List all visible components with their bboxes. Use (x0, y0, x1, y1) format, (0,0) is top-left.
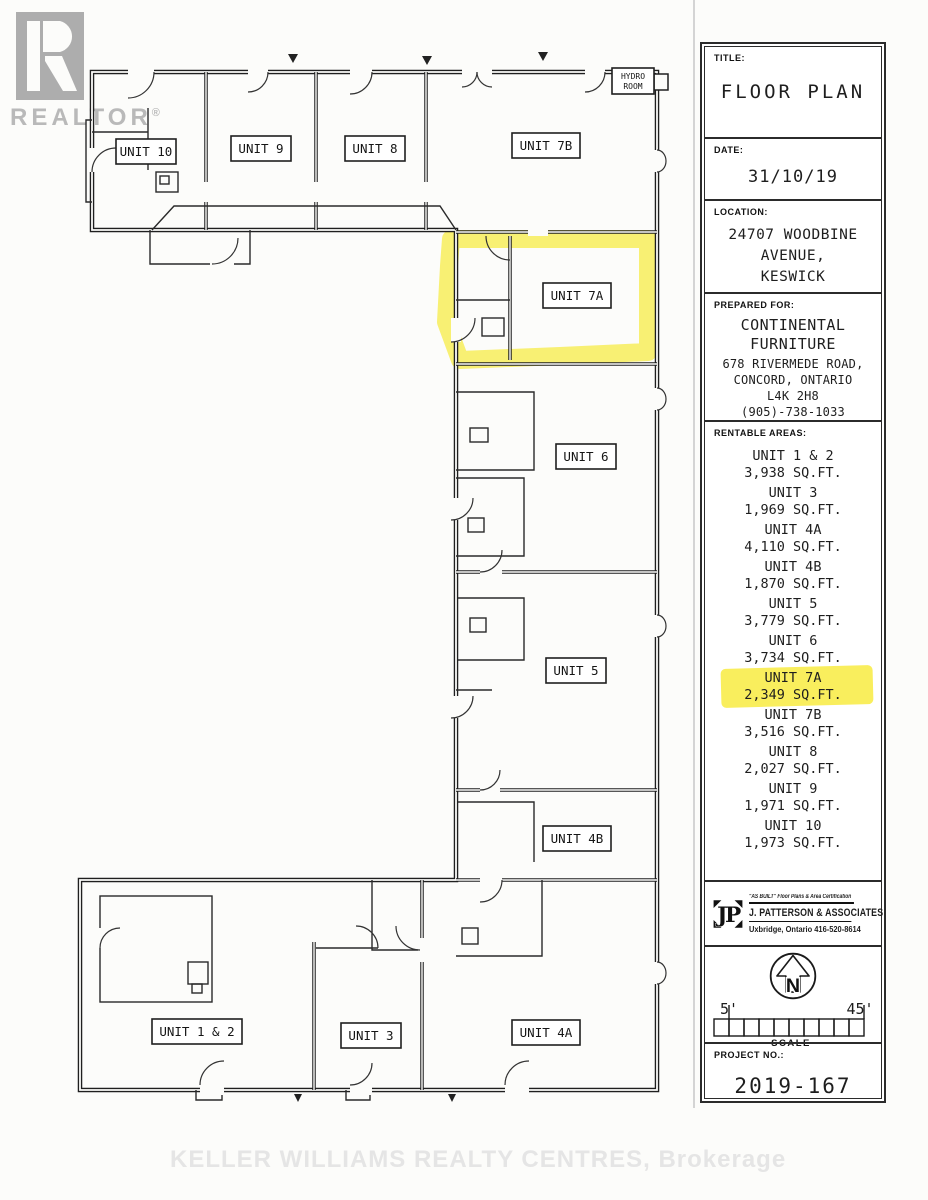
unit-label-3 (341, 1023, 401, 1048)
rentable-entry (705, 448, 881, 482)
title-block (700, 42, 886, 1103)
interior-walls (206, 72, 657, 1090)
project-number: 2019-167 (734, 1074, 852, 1098)
client-name-line: FURNITURE (750, 335, 836, 353)
client-name (705, 316, 881, 354)
rentable-entry-unit-7a-highlighted (705, 670, 881, 704)
hydro-room-label-line2: ROOM (623, 82, 643, 91)
unit-label-5 (546, 658, 606, 683)
unit-label-7a (543, 283, 611, 308)
title-section (705, 47, 881, 137)
rentable-areas-label: RENTABLE AREAS: (714, 428, 807, 438)
location-section (705, 199, 881, 292)
svg-text:UNIT 5: UNIT 5 (553, 663, 599, 678)
door-swing-arcs (92, 72, 666, 1085)
svg-text:UNIT 4A: UNIT 4A (519, 1025, 573, 1040)
rentable-unit: UNIT 10 (764, 818, 822, 834)
unit-label-8 (345, 136, 405, 161)
client-address (705, 356, 881, 420)
svg-text:5': 5' (719, 1001, 739, 1018)
svg-text:UNIT 8: UNIT 8 (352, 141, 398, 156)
scan-fold-line (693, 0, 695, 1108)
svg-text:UNIT 7B: UNIT 7B (519, 138, 573, 153)
unit-label-7b (512, 133, 580, 158)
rentable-area: 2,027 SQ.FT. (744, 761, 842, 777)
title-block-inner-border (704, 46, 882, 1099)
svg-text:UNIT 10: UNIT 10 (119, 144, 173, 159)
rentable-entry (705, 818, 881, 852)
unit-label-10 (116, 139, 176, 164)
rentable-unit: UNIT 8 (768, 744, 818, 760)
rentable-area: 1,870 SQ.FT. (744, 576, 842, 592)
svg-text:UNIT 3: UNIT 3 (348, 1028, 394, 1043)
location-label: LOCATION: (714, 207, 768, 217)
graphic-scale-bar (707, 1001, 879, 1047)
unit-labels (116, 133, 616, 1048)
unit-label-6 (556, 444, 616, 469)
rentable-area: 1,971 SQ.FT. (744, 798, 842, 814)
hydro-room (612, 68, 668, 94)
firm-contact: Uxbridge, Ontario 416-520-8614 (749, 923, 861, 934)
rentable-area: 4,110 SQ.FT. (744, 539, 842, 555)
rentable-unit: UNIT 7B (764, 707, 822, 723)
rentable-entry (705, 596, 881, 630)
door-openings (87, 66, 662, 1095)
rentable-area: 2,349 SQ.FT. (744, 687, 842, 703)
svg-text:UNIT 6: UNIT 6 (563, 449, 609, 464)
svg-text:UNIT 9: UNIT 9 (238, 141, 284, 156)
project-no-label: PROJECT NO.: (714, 1050, 785, 1060)
rentable-entry (705, 485, 881, 519)
rentable-entry (705, 522, 881, 556)
date-section (705, 137, 881, 199)
unit-label-9 (231, 136, 291, 161)
rentable-areas-list (705, 448, 881, 855)
location-line: AVENUE, (760, 248, 826, 264)
jp-firm-logo-icon (713, 890, 743, 938)
title-label: TITLE: (714, 53, 745, 63)
rentable-entry (705, 559, 881, 593)
north-arrow-icon (768, 951, 818, 1001)
svg-text:UNIT 1 & 2: UNIT 1 & 2 (159, 1024, 235, 1039)
client-address-line: L4K 2H8 (767, 389, 819, 403)
unit-label-4b (543, 826, 611, 851)
location-line: 24707 WOODBINE (728, 227, 858, 243)
firm-name: J. PATTERSON & ASSOCIATES (749, 907, 851, 922)
firm-section (705, 880, 884, 945)
rentable-unit: UNIT 3 (768, 485, 818, 501)
rentable-unit: UNIT 4B (764, 559, 822, 575)
rentable-entry (705, 744, 881, 778)
rentable-entry (705, 781, 881, 815)
drawing-date: 31/10/19 (748, 167, 838, 187)
prepared-for-label: PREPARED FOR: (714, 300, 795, 310)
unit-label-4a (512, 1020, 580, 1045)
location-address (705, 225, 881, 288)
rentable-area: 3,938 SQ.FT. (744, 465, 842, 481)
hydro-room-label-line1: HYDRO (620, 72, 646, 81)
svg-text:45': 45' (846, 1001, 874, 1018)
exterior-walls (80, 72, 657, 1090)
rentable-entry (705, 633, 881, 667)
drawing-title: FLOOR PLAN (720, 81, 866, 103)
rentable-areas-section (705, 420, 881, 880)
client-name-line: CONTINENTAL (740, 316, 846, 334)
client-address-line: CONCORD, ONTARIO (733, 373, 853, 387)
svg-text:UNIT 4B: UNIT 4B (550, 831, 604, 846)
location-line: KESWICK (760, 269, 826, 285)
prepared-for-section (705, 292, 881, 420)
rentable-entry (705, 707, 881, 741)
date-label: DATE: (714, 145, 744, 155)
north-scale-section (705, 945, 881, 1047)
rentable-area: 3,734 SQ.FT. (744, 650, 842, 666)
rentable-unit: UNIT 1 & 2 (752, 448, 834, 464)
client-address-line: (905)-738-1033 (741, 405, 845, 419)
svg-text:N: N (785, 975, 801, 998)
registered-symbol: ® (151, 107, 160, 119)
rentable-unit: UNIT 5 (768, 596, 818, 612)
rentable-unit: UNIT 9 (768, 781, 818, 797)
unit-label-1-2 (152, 1019, 242, 1044)
project-no-section (705, 1042, 881, 1102)
svg-text:JP: JP (717, 902, 739, 928)
realtor-watermark-text: REALTOR® (10, 104, 160, 131)
rentable-unit: UNIT 6 (768, 633, 818, 649)
rentable-area: 1,973 SQ.FT. (744, 835, 842, 851)
firm-tagline: "AS BUILT" Floor Plans & Area Certification (749, 894, 854, 904)
rentable-area: 3,779 SQ.FT. (744, 613, 842, 629)
brokerage-watermark: KELLER WILLIAMS REALTY CENTRES, Brokerage (170, 1146, 787, 1173)
svg-text:SCALE: SCALE (771, 1038, 811, 1047)
svg-text:UNIT 7A: UNIT 7A (550, 288, 604, 303)
client-address-line: 678 RIVERMEDE ROAD, (722, 357, 864, 371)
rentable-unit: UNIT 7A (764, 670, 822, 686)
rentable-unit: UNIT 4A (764, 522, 822, 538)
rentable-area: 3,516 SQ.FT. (744, 724, 842, 740)
rentable-area: 1,969 SQ.FT. (744, 502, 842, 518)
